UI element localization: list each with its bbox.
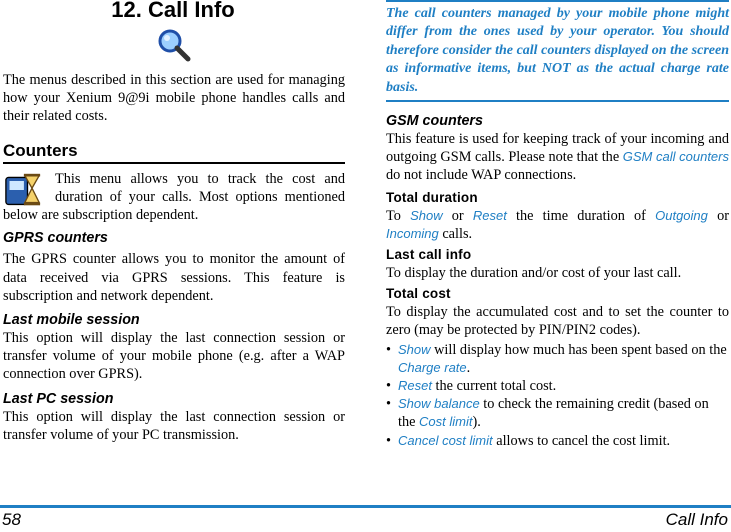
list-text: to check the remaining credit (based on the <box>398 396 709 431</box>
keyword-incoming: Incoming <box>386 225 439 241</box>
total-cost-paragraph: To display the accumulated cost and to set the counter to zero (may be protected by PIN/PIN2 codes). <box>386 304 729 339</box>
gprs-paragraph: The GPRS counter allows you to monitor the amount of data received via GPRS sessions. This feature is subscription and network dependent. <box>3 251 345 304</box>
list-item <box>386 432 729 450</box>
list-text: allows to cancel the cost limit. <box>496 432 671 449</box>
counters-text: This menu allows you to track the cost and duration of your calls. Most options mentioned below are subscription dependent. <box>3 170 345 224</box>
counters-paragraph <box>3 170 345 225</box>
intro-paragraph: The menus described in this section are used for managing how your Xenium 9@9i mobile phone handles calls and their related costs. <box>3 72 345 125</box>
list-text: . <box>466 359 471 376</box>
total-end-text: calls. <box>442 225 473 242</box>
gsm-paragraph <box>386 130 729 185</box>
last-pc-heading: Last PC session <box>3 390 114 407</box>
keyword-reset: Reset <box>398 378 432 394</box>
list-item <box>386 377 729 395</box>
footer-rule <box>0 505 731 508</box>
gsm-text-a: This feature is used for keeping track of your incoming and outgoing GSM calls. Please note that the <box>386 131 729 166</box>
bullet: • <box>386 378 392 395</box>
list-text: will display how much has been spent based on the <box>434 341 727 358</box>
hourglass-phone-icon <box>3 172 43 208</box>
page-number: 58 <box>2 510 21 529</box>
keyword-show-balance: Show balance <box>398 396 480 412</box>
last-call-heading: Last call info <box>386 247 472 263</box>
chapter-title: Call Info <box>665 510 728 529</box>
bullet: • <box>386 396 392 413</box>
gprs-heading: GPRS counters <box>3 230 108 247</box>
keyword-outgoing: Outgoing <box>655 207 708 223</box>
note-top-rule <box>386 0 729 2</box>
bullet: • <box>386 432 392 449</box>
last-call-paragraph: To display the duration and/or cost of your last call. <box>386 265 682 282</box>
last-pc-paragraph: This option will display the last connection session or transfer volume of your PC transmission. <box>3 408 345 443</box>
keyword-reset: Reset <box>472 207 507 223</box>
last-mobile-heading: Last mobile session <box>3 312 140 329</box>
list-text: the current total cost. <box>435 378 557 395</box>
total-mid-text: the time duration of <box>516 207 646 224</box>
total-duration-heading: Total duration <box>386 189 478 205</box>
list-item <box>386 341 729 377</box>
gsm-text-b: do not include WAP connections. <box>386 167 577 184</box>
keyword-cost-limit: Cost limit <box>419 414 473 430</box>
section-rule <box>3 162 345 164</box>
last-mobile-paragraph: This option will display the last connection session or transfer volume of your mobile phone (e.g. after a WAP connection over GPRS). <box>3 330 345 383</box>
total-duration-paragraph <box>386 207 729 243</box>
keyword-cancel-cost-limit: Cancel cost limit <box>398 432 493 448</box>
counters-heading: Counters <box>3 140 78 160</box>
keyword-show: Show <box>410 207 443 223</box>
keyword-show: Show <box>398 341 431 357</box>
word-or: or <box>451 207 464 224</box>
keyword-charge-rate: Charge rate <box>398 359 467 375</box>
gsm-heading: GSM counters <box>386 113 483 130</box>
word-to: To <box>386 207 401 224</box>
bullet: • <box>386 341 392 358</box>
list-item <box>386 395 729 431</box>
page-title: 12. Call Info <box>111 0 235 22</box>
magnifier-icon <box>157 28 191 62</box>
word-or-2: or <box>717 207 729 224</box>
operator-note: The call counters managed by your mobile phone might differ from the ones used by your operator. You should therefore consider the call counters displayed on the screen as informative items, but NOT as the actual charge rate basis. <box>386 6 729 95</box>
gsm-keyword: GSM call counters <box>622 149 729 165</box>
list-text: ). <box>472 414 481 431</box>
total-cost-heading: Total cost <box>386 286 451 302</box>
